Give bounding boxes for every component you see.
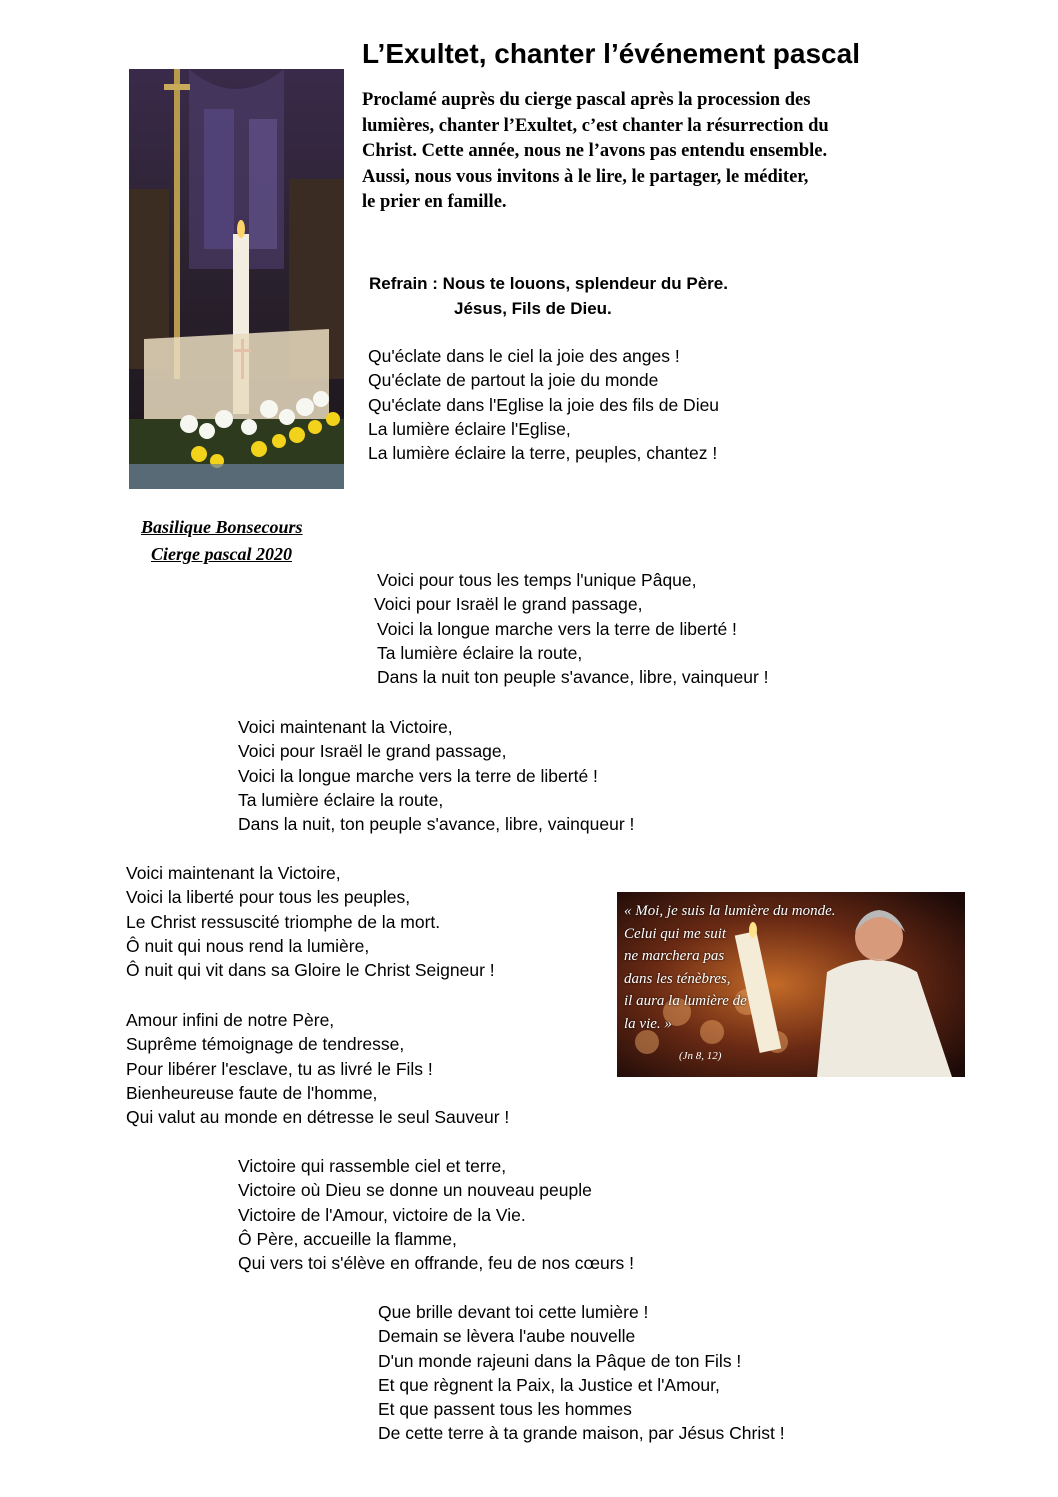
intro-paragraph bbox=[362, 88, 922, 216]
refrain-line2: Jésus, Fils de Dieu. bbox=[454, 299, 612, 318]
verse-line: La lumière éclaire l'Eglise, bbox=[368, 418, 571, 439]
intro-line: lumières, chanter l’Exultet, c’est chanter la résurrection du bbox=[362, 115, 829, 136]
basilica-photo bbox=[129, 69, 344, 489]
quote-photo bbox=[617, 892, 965, 1077]
verse-line: De cette terre à ta grande maison, par Jésus Christ ! bbox=[378, 1423, 785, 1444]
verse-line: Voici pour Israël le grand passage, bbox=[374, 594, 643, 615]
verse-line: Ô nuit qui nous rend la lumière, bbox=[126, 935, 370, 956]
intro-line: le prier en famille. bbox=[362, 192, 507, 212]
verse-line: Demain se lèvera l'aube nouvelle bbox=[378, 1326, 636, 1347]
verse-line: Ô nuit qui vit dans sa Gloire le Christ Seigneur ! bbox=[126, 960, 495, 981]
verse-line: Victoire qui rassemble ciel et terre, bbox=[238, 1156, 507, 1176]
verse-line: Ta lumière éclaire la route, bbox=[377, 642, 583, 663]
verse-line: Ta lumière éclaire la route, bbox=[238, 789, 444, 810]
verse-line: Qui vers toi s'élève en offrande, feu de nos cœurs ! bbox=[238, 1253, 634, 1274]
stanza-7 bbox=[378, 1300, 785, 1446]
verse-line: Qu'éclate de partout la joie du monde bbox=[368, 370, 659, 391]
verse-line: Qui valut au monde en détresse le seul Sauveur ! bbox=[126, 1107, 510, 1128]
verse-line: Voici la liberté pour tous les peuples, bbox=[126, 887, 411, 908]
verse-line: La lumière éclaire la terre, peuples, chantez ! bbox=[368, 443, 718, 464]
verse-line: Victoire de l'Amour, victoire de la Vie. bbox=[238, 1204, 526, 1225]
stanza-5 bbox=[126, 1008, 509, 1129]
page-title: L’Exultet, chanter l’événement pascal bbox=[362, 38, 860, 69]
refrain-line1: Refrain : Nous te louons, splendeur du Père. bbox=[369, 274, 728, 293]
verse-line: Ô Père, accueille la flamme, bbox=[238, 1228, 457, 1249]
verse-line: Voici pour tous les temps l'unique Pâque, bbox=[377, 570, 697, 590]
stanza-3 bbox=[238, 715, 634, 836]
verse-line: Dans la nuit, ton peuple s'avance, libre, vainqueur ! bbox=[238, 814, 635, 835]
verse-line: Suprême témoignage de tendresse, bbox=[126, 1034, 405, 1055]
quote-line: dans les ténèbres, bbox=[624, 970, 731, 987]
verse-line: Que brille devant toi cette lumière ! bbox=[378, 1302, 649, 1322]
intro-line: Christ. Cette année, nous ne l’avons pas entendu ensemble. bbox=[362, 141, 828, 161]
quote-line: Celui qui me suit bbox=[624, 925, 727, 942]
quote-reference: (Jn 8, 12) bbox=[679, 1050, 722, 1062]
verse-line: Voici maintenant la Victoire, bbox=[238, 717, 453, 737]
verse-line: Qu'éclate dans le ciel la joie des anges ! bbox=[368, 346, 680, 366]
verse-line: Le Christ ressuscité triomphe de la mort. bbox=[126, 911, 441, 932]
stanza-6 bbox=[238, 1154, 634, 1275]
quote-text bbox=[624, 900, 874, 1035]
verse-line: Pour libérer l'esclave, tu as livré le Fils ! bbox=[126, 1058, 433, 1079]
verse-line: Dans la nuit ton peuple s'avance, libre, vainqueur ! bbox=[377, 667, 769, 688]
stanza-2 bbox=[374, 568, 769, 689]
verse-line: D'un monde rajeuni dans la Pâque de ton Fils ! bbox=[378, 1350, 742, 1371]
stanza-4 bbox=[126, 861, 495, 982]
verse-line: Et que règnent la Paix, la Justice et l'Amour, bbox=[378, 1374, 720, 1395]
verse-line: Voici maintenant la Victoire, bbox=[126, 863, 341, 883]
quote-line: « Moi, je suis la lumière du monde. bbox=[624, 903, 836, 919]
verse-line: Amour infini de notre Père, bbox=[126, 1010, 335, 1030]
intro-line: Aussi, nous vous invitons à le lire, le partager, le méditer, bbox=[362, 166, 809, 187]
intro-line: Proclamé auprès du cierge pascal après la procession des bbox=[362, 90, 811, 110]
quote-line: il aura la lumière de bbox=[624, 993, 747, 1009]
photo-caption-line1: Basilique Bonsecours bbox=[141, 517, 303, 537]
verse-line: Victoire où Dieu se donne un nouveau peuple bbox=[238, 1180, 592, 1201]
photo-caption-line2: Cierge pascal 2020 bbox=[151, 544, 292, 564]
verse-line: Et que passent tous les hommes bbox=[378, 1399, 632, 1420]
verse-line: Qu'éclate dans l'Eglise la joie des fils de Dieu bbox=[368, 394, 720, 415]
quote-line: la vie. » bbox=[624, 1015, 672, 1032]
stanza-1 bbox=[368, 344, 719, 465]
verse-line: Voici la longue marche vers la terre de liberté ! bbox=[238, 765, 598, 786]
verse-line: Bienheureuse faute de l'homme, bbox=[126, 1082, 378, 1103]
verse-line: Voici la longue marche vers la terre de liberté ! bbox=[377, 618, 737, 639]
verse-line: Voici pour Israël le grand passage, bbox=[238, 741, 507, 762]
quote-line: ne marchera pas bbox=[624, 948, 725, 964]
